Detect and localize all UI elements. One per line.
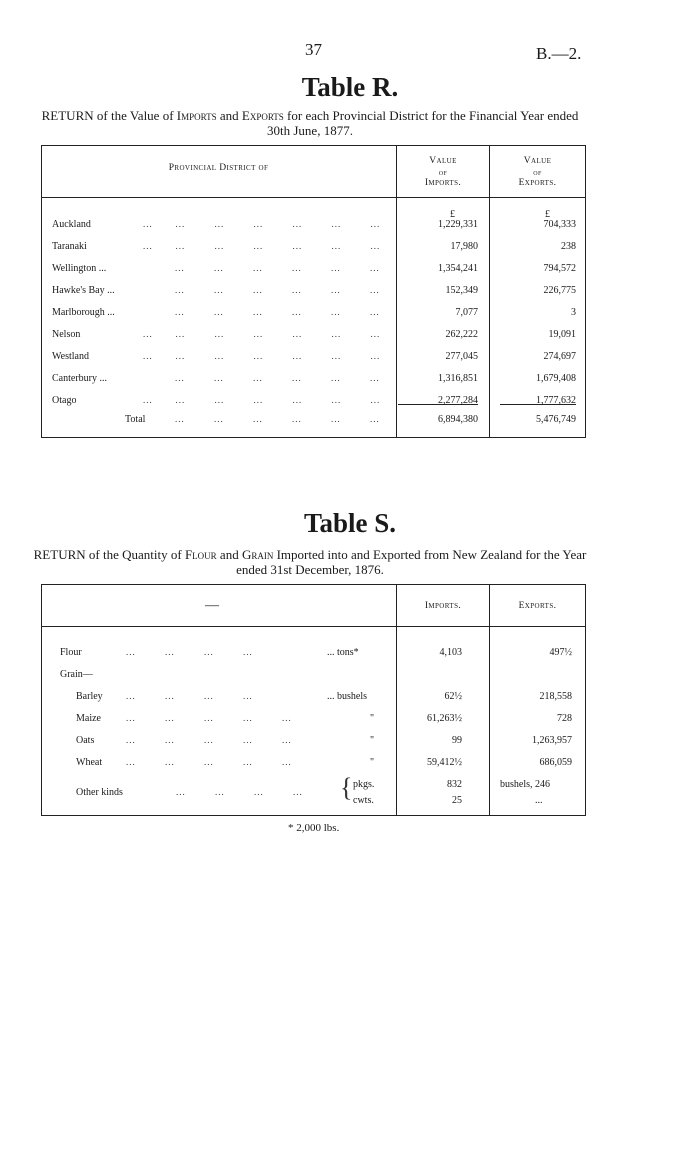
table-s-imports-value: 4,103 bbox=[439, 647, 462, 658]
table-r-exports-value: 238 bbox=[561, 241, 576, 252]
table-r-district: Nelson bbox=[52, 329, 81, 340]
table-s-imports-value: 832 bbox=[447, 779, 462, 790]
table-s-item: Wheat bbox=[76, 757, 103, 768]
leader-dots: ... ... ... ... ... ... ... bbox=[143, 329, 381, 339]
table-r-imports-value: 1,354,241 bbox=[438, 263, 478, 274]
table-s-bottom-rule bbox=[41, 815, 586, 816]
table-r-exports-value: 19,091 bbox=[548, 329, 576, 340]
table-r-currency-imports: £ bbox=[450, 209, 455, 220]
table-r-imports-value: 2,277,284 bbox=[438, 395, 478, 406]
table-r-total-exports: 5,476,749 bbox=[536, 414, 576, 425]
table-s-header-imports: Imports. bbox=[424, 601, 462, 611]
table-r-imports-value: 277,045 bbox=[445, 351, 478, 362]
leader-dots: ... ... ... ... bbox=[176, 787, 303, 797]
table-s-item: Flour bbox=[60, 647, 82, 658]
table-r-imports-value: 17,980 bbox=[450, 241, 478, 252]
leader-dots: ... ... ... ... ... ... bbox=[175, 263, 380, 273]
table-s-exports-value: 218,558 bbox=[539, 691, 572, 702]
table-s-header-exports: Exports. bbox=[518, 601, 557, 611]
table-r-district: Hawke's Bay ... bbox=[52, 285, 115, 296]
table-s-exports-value: 728 bbox=[557, 713, 572, 724]
table-r-imports-value: 1,316,851 bbox=[438, 373, 478, 384]
table-r-district: Auckland bbox=[52, 219, 91, 230]
table-s-imports-value: 59,412½ bbox=[427, 757, 462, 768]
table-s-imports-value: 61,263½ bbox=[427, 713, 462, 724]
table-s-unit: " bbox=[370, 735, 375, 746]
table-r-total-imports: 6,894,380 bbox=[438, 414, 478, 425]
table-s-unit: ... tons* bbox=[327, 647, 359, 658]
table-r-header-district: Provincial District of bbox=[168, 163, 269, 173]
table-s-col-divider-1 bbox=[396, 584, 397, 815]
leader-dots: ... ... ... ... ... ... ... bbox=[143, 219, 381, 229]
table-r-left-edge bbox=[41, 145, 42, 437]
table-s-unit: " bbox=[370, 757, 375, 768]
table-s-exports-value: 686,059 bbox=[539, 757, 572, 768]
table-r-bottom-rule bbox=[41, 437, 586, 438]
leader-dots: ... ... ... ... ... ... ... bbox=[143, 351, 381, 361]
leader-dots: ... ... ... ... ... ... ... bbox=[143, 241, 381, 251]
footnote: * 2,000 lbs. bbox=[288, 822, 340, 834]
table-r-right-edge bbox=[585, 145, 586, 437]
table-r-exports-value: 226,775 bbox=[543, 285, 576, 296]
table-r-title: Table R. bbox=[301, 72, 399, 102]
table-s-left-edge bbox=[41, 584, 42, 815]
table-s-imports-value: 62½ bbox=[444, 691, 462, 702]
table-r-district: Marlborough ... bbox=[52, 307, 115, 318]
table-r-district: Wellington ... bbox=[52, 263, 107, 274]
table-r-exports-value: 1,679,408 bbox=[536, 373, 576, 384]
leader-dots: ... ... ... ... bbox=[126, 691, 253, 701]
table-s-exports-value: ... bbox=[535, 795, 543, 806]
table-s-top-rule bbox=[41, 584, 586, 585]
leader-dots: ... ... ... ... ... ... bbox=[175, 307, 380, 317]
table-s-col-divider-2 bbox=[489, 584, 490, 815]
table-r-header-rule bbox=[41, 197, 586, 198]
table-r-imports-value: 152,349 bbox=[445, 285, 478, 296]
table-s-exports-value: bushels, 246 bbox=[500, 779, 550, 790]
table-r-imports-value: 1,229,331 bbox=[438, 219, 478, 230]
leader-dots: ... ... ... ... ... bbox=[126, 713, 292, 723]
table-r-caption: RETURN of the Value of Imports and Exports for each Provincial District for the Financial Year ended 30th June, 1877. bbox=[41, 108, 579, 138]
table-r-exports-value: 3 bbox=[571, 307, 576, 318]
table-s-header-rule bbox=[41, 626, 586, 627]
table-s-unit: cwts. bbox=[353, 795, 374, 806]
leader-dots: ... ... ... ... ... ... bbox=[175, 285, 380, 295]
table-r-top-rule bbox=[41, 145, 586, 146]
table-s-item: Barley bbox=[76, 691, 103, 702]
table-s-item: Maize bbox=[76, 713, 101, 724]
table-s-title: Table S. bbox=[303, 508, 397, 538]
table-s-imports-value: 99 bbox=[452, 735, 462, 746]
table-s-item: Oats bbox=[76, 735, 95, 746]
table-s-caption: RETURN of the Quantity of Flour and Grain Imported into and Exported from New Zealand for the Year ended 31st December, 1876. bbox=[33, 547, 587, 577]
table-r-currency-exports: £ bbox=[545, 209, 550, 220]
table-r-exports-value: 1,777,632 bbox=[536, 395, 576, 406]
table-r-total-label: Total bbox=[125, 414, 146, 425]
page-reference: B.—2. bbox=[536, 44, 582, 63]
table-r-district: Taranaki bbox=[52, 241, 87, 252]
table-r-imports-value: 262,222 bbox=[445, 329, 478, 340]
table-s-item-group: Grain— bbox=[60, 669, 93, 680]
table-s-exports-value: 1,263,957 bbox=[532, 735, 572, 746]
table-s-unit: ... bushels bbox=[327, 691, 367, 702]
leader-dots: ... ... ... ... bbox=[126, 647, 253, 657]
table-s-header-blank: — bbox=[205, 598, 219, 613]
leader-dots: ... ... ... ... ... ... bbox=[175, 373, 380, 383]
table-r-header-exports: Value of Exports. bbox=[518, 156, 557, 188]
table-r-district: Westland bbox=[52, 351, 89, 362]
table-s-unit: " bbox=[370, 713, 375, 724]
leader-dots: ... ... ... ... ... ... bbox=[175, 414, 380, 424]
table-r-exports-value: 274,697 bbox=[543, 351, 576, 362]
table-s-imports-value: 25 bbox=[452, 795, 462, 806]
leader-dots: ... ... ... ... ... ... ... bbox=[143, 395, 381, 405]
table-s-right-edge bbox=[585, 584, 586, 815]
table-s-unit: pkgs. bbox=[353, 779, 375, 790]
table-s-item: Other kinds bbox=[76, 787, 123, 798]
table-r-imports-value: 7,077 bbox=[455, 307, 478, 318]
leader-dots: ... ... ... ... ... bbox=[126, 757, 292, 767]
table-r-district: Otago bbox=[52, 395, 77, 406]
table-s-exports-value: 497½ bbox=[549, 647, 572, 658]
leader-dots: ... ... ... ... ... bbox=[126, 735, 292, 745]
table-r-exports-value: 794,572 bbox=[543, 263, 576, 274]
table-r-header-imports: Value of Imports. bbox=[424, 156, 462, 188]
table-r-district: Canterbury ... bbox=[52, 373, 107, 384]
brace-icon: { bbox=[340, 773, 353, 802]
page-number: 37 bbox=[305, 40, 322, 59]
table-r-exports-value: 704,333 bbox=[543, 219, 576, 230]
